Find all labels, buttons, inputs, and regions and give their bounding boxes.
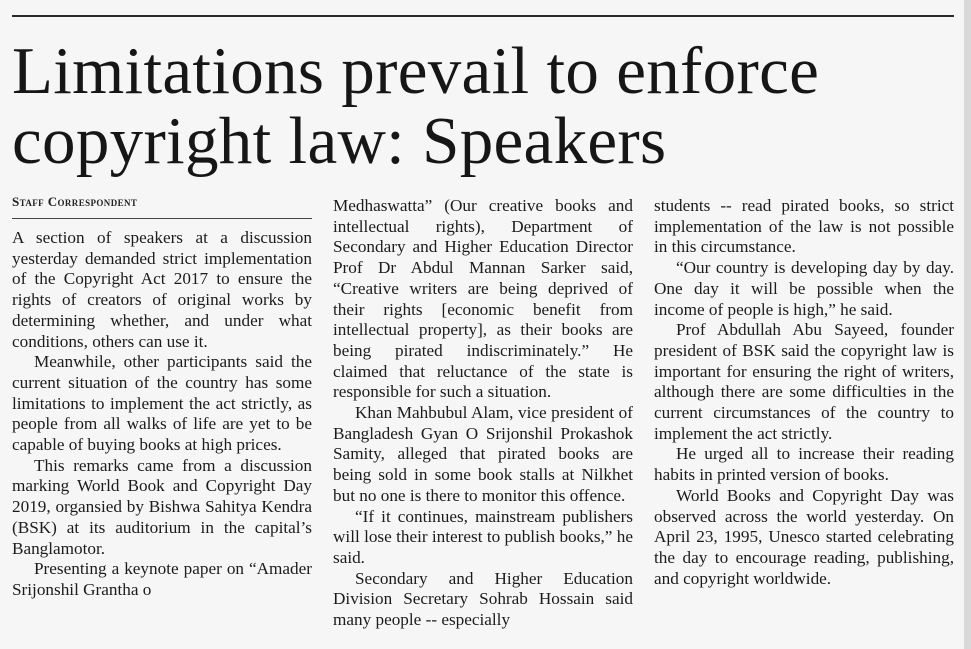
paragraph: “Our country is developing day by day. One day it will be possible when the income of people is high,” he said. xyxy=(654,258,954,319)
article-column-1 xyxy=(12,228,312,649)
paragraph: World Books and Copyright Day was observed across the world yesterday. On April 23, 1995, Unesco started celebrating the day to encourage reading, publishing, and copyright worldwide. xyxy=(654,485,954,588)
paragraph: Medhaswatta” (Our creative books and intellectual rights), Department of Secondary and Higher Education Director Prof Dr Abdul Mannan Sarker said, “Creative writers are being deprived of their rights [economic benefit from intellectual property], as their books are being pirated indiscriminately.” He claimed that reluctance of the state is responsible for such a situation. xyxy=(333,196,633,402)
paragraph: Meanwhile, other participants said the current situation of the country has some limitations to implement the act strictly, as people from all walks of life are yet to be capable of buying books at high prices. xyxy=(12,352,312,455)
paragraph: Prof Abdullah Abu Sayeed, founder president of BSK said the copyright law is important for ensuring the right of writers, although there are some difficulties in the current circumstances of the country to implement the act strictly. xyxy=(654,320,954,443)
paragraph: Presenting a keynote paper on “Amader Srijonshil Grantha o xyxy=(12,559,312,599)
byline-rule xyxy=(12,218,312,219)
paragraph: This remarks came from a discussion marking World Book and Copyright Day 2019, organsied by Bishwa Sahitya Kendra (BSK) at its auditorium in the capital’s Banglamotor. xyxy=(12,455,312,558)
top-rule xyxy=(12,15,954,17)
headline: Limitations prevail to enforce copyright law: Speakers xyxy=(12,34,820,178)
paragraph: A section of speakers at a discussion yesterday demanded strict implementation of the Copyright Act 2017 to ensure the rights of creators of original works by determining whether, and under what conditions, others can use it. xyxy=(12,228,312,351)
article-column-2 xyxy=(333,196,633,649)
byline: Staff Correspondent xyxy=(12,194,138,209)
paragraph: Khan Mahbubul Alam, vice president of Bangladesh Gyan O Srijonshil Prokashok Samity, alleged that pirated books are being sold in some book stalls at Nilkhet but no one is there to monitor this offence. xyxy=(333,403,633,505)
paragraph: “If it continues, mainstream publishers will lose their interest to publish books,” he said. xyxy=(333,506,633,567)
page-edge xyxy=(964,0,971,649)
article-column-3 xyxy=(654,196,954,649)
paragraph: Secondary and Higher Education Division Secretary Sohrab Hossain said many people -- especially xyxy=(333,568,633,630)
paragraph: students -- read pirated books, so strict implementation of the law is not possible in this circumstance. xyxy=(654,196,954,257)
paragraph: He urged all to increase their reading habits in printed version of books. xyxy=(654,444,954,485)
